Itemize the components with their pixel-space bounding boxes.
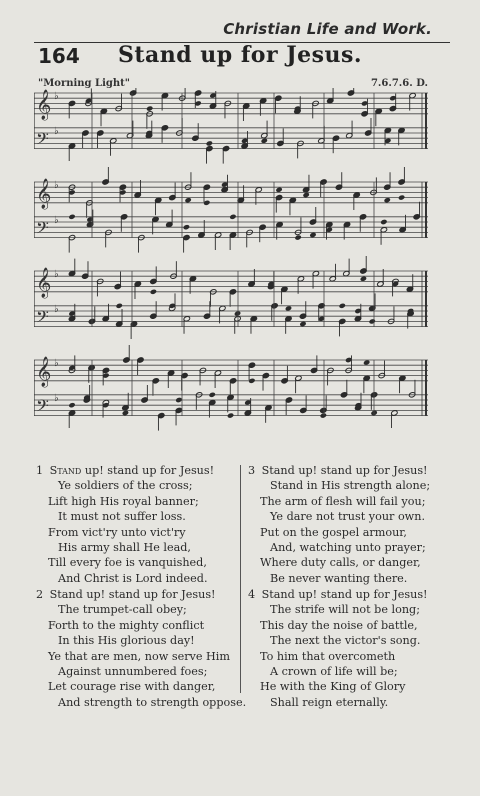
treble-clef-icon: 𝄞: [36, 356, 52, 387]
note: [360, 276, 367, 282]
verse-number: 3: [248, 464, 256, 477]
verse-number: 2: [36, 588, 44, 601]
verse-line: He with the King of Glory: [260, 680, 406, 694]
verse-line: Ye dare not trust your own.: [270, 510, 426, 524]
verse-4: [248, 587, 458, 710]
treble-clef-icon: 𝄞: [36, 178, 52, 209]
bass-clef-icon: 𝄢: [36, 395, 49, 420]
verse-line: Stand in His strength alone;: [270, 479, 431, 493]
verse-number: 1: [36, 464, 44, 477]
note: [302, 192, 309, 198]
score-systems: [34, 88, 428, 431]
verse-1: [36, 463, 246, 586]
flat-icon: ♭: [54, 393, 59, 405]
verse-line: This day the noise of battle,: [260, 618, 418, 632]
note: [116, 303, 123, 309]
verses: [0, 463, 480, 709]
note: [234, 310, 241, 316]
verse-line: [248, 587, 458, 602]
verse-line: The strife will not be long;: [270, 603, 420, 617]
verse-line: From vict'ry unto vict'ry: [48, 525, 186, 539]
verse-line: His army shall He lead,: [58, 541, 191, 555]
meter: 7.6.7.6. D.: [370, 78, 428, 89]
verse-number: 4: [248, 588, 256, 601]
flat-icon: ♭: [54, 215, 59, 227]
treble-clef-icon: 𝄞: [36, 89, 52, 120]
note: [384, 197, 391, 203]
note: [294, 234, 301, 240]
verse-line: [36, 587, 246, 602]
verse-line: Against unnumbered foes;: [58, 665, 208, 679]
note: [261, 138, 268, 144]
flat-icon: ♭: [54, 180, 59, 192]
note: [339, 303, 346, 309]
verse-line-text: up! stand up for Jesus!: [81, 464, 215, 477]
note: [363, 359, 370, 365]
note: [227, 412, 234, 418]
verse-line: In this His glorious day!: [58, 634, 195, 648]
note: [183, 224, 190, 230]
note: [68, 402, 75, 408]
verse-line: Let courage rise with danger,: [48, 680, 216, 694]
verse-line: Ye soldiers of the cross;: [58, 479, 193, 493]
treble-clef-icon: 𝄞: [36, 267, 52, 298]
verse-2: [36, 587, 246, 710]
note: [380, 219, 387, 225]
verse-line: The arm of flesh will fail you;: [260, 494, 426, 508]
music-score: [34, 88, 434, 433]
tune-name: "Morning Light": [38, 78, 130, 89]
flat-icon: ♭: [54, 304, 59, 316]
note: [122, 410, 129, 416]
flat-icon: ♭: [54, 91, 59, 103]
verse-line: Shall reign eternally.: [270, 695, 389, 709]
note: [150, 289, 157, 295]
verse-line: [248, 463, 458, 478]
verse-line: And, watching unto prayer;: [270, 541, 426, 555]
note: [309, 232, 316, 238]
verse-line: The trumpet-call obey;: [58, 603, 187, 617]
verse-line: And strength to strength oppose.: [58, 695, 247, 709]
note: [275, 187, 282, 193]
verse-line: It must not suffer loss.: [58, 510, 186, 524]
verse-line: To him that overcometh: [260, 649, 396, 663]
verse-line: The next the victor's song.: [270, 634, 421, 648]
verse-line: [36, 463, 246, 478]
verse-line: A crown of life will be;: [270, 665, 398, 679]
verse-line: Put on the gospel armour,: [260, 525, 407, 539]
note: [285, 305, 292, 311]
verse-line: Lift high His royal banner;: [48, 494, 199, 508]
note: [184, 197, 191, 203]
verse-3: [248, 463, 458, 586]
note: [68, 214, 75, 220]
verse-line: Where duty calls, or danger,: [260, 556, 421, 570]
flat-icon: ♭: [54, 269, 59, 281]
bass-clef-icon: 𝄢: [36, 306, 49, 331]
note: [206, 140, 213, 146]
verse-line-text: Stand up! stand up for Jesus!: [261, 588, 428, 601]
hymn-title: Stand up for Jesus.: [117, 42, 363, 68]
note: [320, 412, 327, 418]
flat-icon: ♭: [54, 358, 59, 370]
note: [398, 194, 405, 200]
note: [299, 321, 306, 327]
verse-line: And Christ is Lord indeed.: [58, 571, 208, 585]
note: [229, 214, 236, 220]
hymn-number: 164: [38, 44, 80, 68]
verse-line: Ye that are men, now serve Him: [48, 649, 230, 663]
note: [369, 318, 376, 324]
bass-clef-icon: 𝄢: [36, 128, 49, 153]
note: [175, 397, 182, 403]
section-title: Christian Life and Work.: [223, 20, 432, 38]
verse-line: Till every foe is vanquished,: [48, 556, 207, 570]
verse-line: Forth to the mighty conflict: [48, 618, 205, 632]
verse-line-text: Stand up! stand up for Jesus!: [261, 464, 428, 477]
verse-first-word: Stand: [49, 464, 82, 477]
bass-clef-icon: 𝄢: [36, 217, 49, 242]
verse-line: Be never wanting there.: [270, 571, 408, 585]
flat-icon: ♭: [54, 126, 59, 138]
verse-line-text: Stand up! stand up for Jesus!: [49, 588, 216, 601]
note: [146, 105, 153, 111]
note: [209, 392, 216, 398]
